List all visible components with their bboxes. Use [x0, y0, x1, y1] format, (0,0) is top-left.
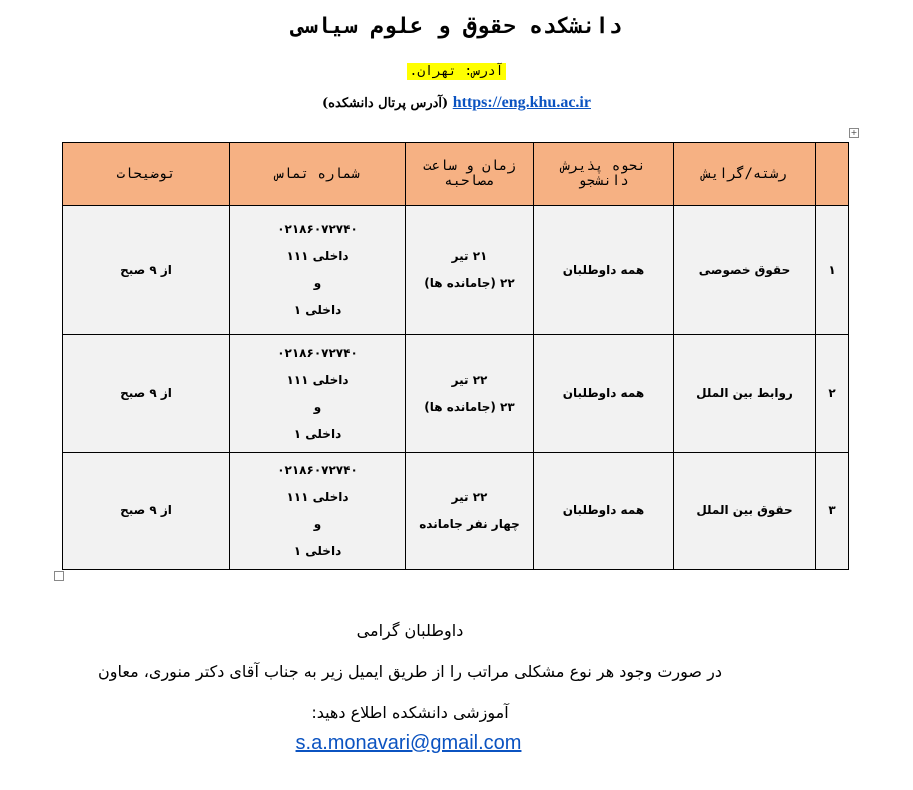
contact-line: و	[313, 276, 322, 291]
row-field: روابط بین الملل	[674, 335, 816, 452]
row-contact	[230, 452, 406, 569]
header-contact: شماره تماس	[230, 143, 406, 206]
row-notes: از ۹ صبح	[63, 206, 230, 335]
row-admission: همه داوطلبان	[534, 452, 674, 569]
row-number: ۱	[816, 206, 849, 335]
contact-line: داخلی ۱	[293, 543, 342, 558]
contact-line: داخلی ۱۱۱	[286, 489, 349, 504]
portal-label: (آدرس پرتال دانشکده)	[322, 96, 449, 111]
table-row	[63, 206, 849, 335]
portal-link[interactable]: https://eng.khu.ac.ir	[452, 94, 591, 111]
row-admission: همه داوطلبان	[534, 206, 674, 335]
table-row	[63, 452, 849, 569]
portal-line	[0, 94, 913, 112]
row-notes: از ۹ صبح	[63, 335, 230, 452]
contact-line: و	[313, 399, 322, 414]
time-line: ۲۲ تیر	[451, 489, 488, 504]
row-interview-time	[406, 452, 534, 569]
row-number: ۲	[816, 335, 849, 452]
address-highlight: آدرس: تهران.	[407, 63, 507, 80]
table-move-handle-icon[interactable]: +	[850, 128, 858, 137]
table-row	[63, 335, 849, 452]
contact-line: ۰۲۱۸۶۰۷۲۷۴۰	[277, 345, 358, 360]
email-line	[0, 732, 817, 755]
time-line: ۲۳ (جامانده ها)	[424, 399, 515, 414]
contact-line: و	[313, 516, 322, 531]
row-interview-time	[406, 335, 534, 452]
header-interview-time: زمان و ساعت مصاحبه	[406, 143, 534, 206]
header-admission: نحوه پذیرش دانشجو	[534, 143, 674, 206]
page-title: دانشکده حقوق و علوم سیاسی	[290, 14, 623, 39]
row-field: حقوق خصوصی	[674, 206, 816, 335]
address-line	[0, 60, 913, 79]
contact-line: داخلی ۱	[293, 426, 342, 441]
schedule-table	[62, 142, 849, 570]
header-num	[816, 143, 849, 206]
row-admission: همه داوطلبان	[534, 335, 674, 452]
contact-line: ۰۲۱۸۶۰۷۲۷۴۰	[277, 462, 358, 477]
contact-line: داخلی ۱۱۱	[286, 249, 349, 264]
row-field: حقوق بین الملل	[674, 452, 816, 569]
time-line: چهار نفر جامانده	[419, 516, 520, 531]
table-resize-handle-icon[interactable]	[54, 571, 64, 581]
time-line: ۲۲ (جامانده ها)	[424, 276, 515, 291]
contact-line: داخلی ۱۱۱	[286, 372, 349, 387]
header-field: رشته/گرایش	[674, 143, 816, 206]
row-number: ۳	[816, 452, 849, 569]
email-link[interactable]: s.a.monavari@gmail.com	[295, 732, 522, 754]
contact-line: ۰۲۱۸۶۰۷۲۷۴۰	[277, 222, 358, 237]
contact-line: داخلی ۱	[293, 303, 342, 318]
time-line: ۲۲ تیر	[451, 372, 488, 387]
message-body-line: در صورت وجود هر نوع مشکلی مراتب را از طریق ایمیل زیر به جناب آقای دکتر منوری، معاون	[98, 662, 722, 681]
row-contact	[230, 335, 406, 452]
row-notes: از ۹ صبح	[63, 452, 230, 569]
row-interview-time	[406, 206, 534, 335]
row-contact	[230, 206, 406, 335]
time-line: ۲۱ تیر	[451, 249, 488, 264]
header-notes: توضیحات	[63, 143, 230, 206]
message-greeting: داوطلبان گرامی	[356, 621, 464, 640]
message-body-line: آموزشی دانشکده اطلاع دهید:	[311, 703, 509, 722]
message-block	[70, 610, 750, 733]
table-header-row	[63, 143, 849, 206]
